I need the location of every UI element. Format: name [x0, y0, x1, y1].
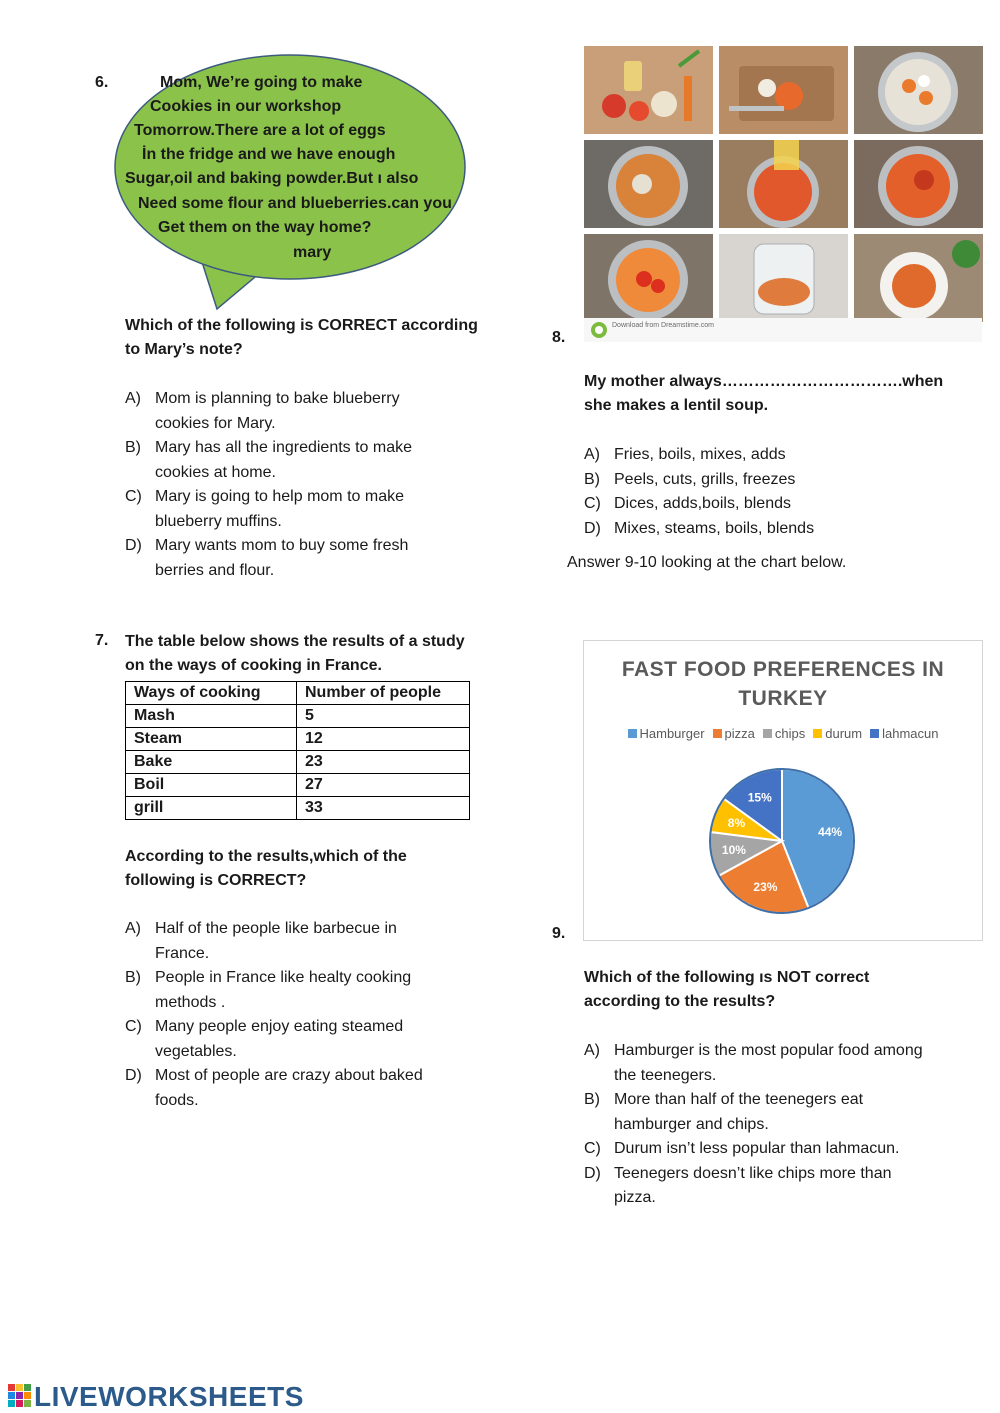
option-7c[interactable]: [125, 1015, 455, 1064]
table-row: [126, 705, 470, 728]
option-letter: B): [584, 1091, 600, 1108]
legend-label: chips: [774, 726, 806, 741]
legend-swatch: [628, 729, 637, 738]
pie-label-hamburger: 44%: [818, 824, 843, 839]
pie-chart: [694, 761, 874, 926]
option-9c[interactable]: [584, 1137, 929, 1162]
option-6c[interactable]: [125, 485, 455, 534]
footer-logo-text: LIVEWORKSHEETS: [34, 1381, 304, 1412]
option-text: Half of the people like barbecue in France.: [155, 920, 397, 962]
table-cell: Steam: [126, 728, 297, 751]
photo-pot-vegetables: [854, 46, 983, 134]
footer-logo[interactable]: [8, 1381, 304, 1413]
pie-label-pizza: 23%: [753, 880, 778, 895]
option-text: More than half of the teenegers eat hamburger and chips.: [614, 1091, 864, 1133]
option-6b[interactable]: [125, 436, 455, 485]
option-letter: B): [125, 439, 141, 456]
option-text: Peels, cuts, grills, freezes: [614, 470, 796, 488]
option-text: Mary is going to help mom to make blueberry muffins.: [155, 488, 404, 530]
option-9b[interactable]: [584, 1088, 929, 1137]
liveworksheets-blocks-icon: [8, 1384, 32, 1410]
legend-swatch: [763, 729, 772, 738]
legend-swatch: [813, 729, 822, 738]
option-text: Mom is planning to bake blueberry cookies for Mary.: [155, 390, 400, 432]
bubble-line-2: Cookies in our workshop: [150, 98, 342, 115]
option-letter: A): [584, 446, 600, 463]
legend-item-chips: [763, 726, 805, 741]
option-letter: A): [584, 1042, 600, 1059]
question-7-number: 7.: [95, 632, 109, 649]
chart-title: FAST FOOD PREFERENCES IN TURKEY: [621, 658, 945, 710]
option-letter: D): [125, 1067, 142, 1084]
lentil-soup-photo-grid: [584, 46, 983, 322]
photo-tomatoes-added: [584, 234, 713, 322]
photo-adding-water: [719, 140, 848, 228]
option-letter: C): [584, 1140, 601, 1157]
bubble-line-1: Mom, We’re going to make: [160, 74, 363, 91]
option-7a[interactable]: [125, 917, 455, 966]
legend-label: durum: [825, 726, 863, 741]
table-cell: 23: [297, 751, 470, 774]
table-row: [126, 728, 470, 751]
pie-label-durum: 8%: [727, 815, 746, 830]
legend-label: Hamburger: [639, 726, 705, 741]
option-8a[interactable]: [584, 443, 944, 468]
chart-legend: [584, 726, 982, 741]
option-letter: D): [125, 537, 142, 554]
photo-blender: [719, 234, 848, 322]
option-9d[interactable]: [584, 1162, 929, 1211]
option-letter: B): [125, 969, 141, 986]
question-6-options: [125, 387, 455, 583]
table-header: Ways of cooking: [126, 682, 297, 705]
question-7-options: [125, 917, 455, 1113]
cooking-study-table: [125, 681, 470, 820]
question-8-text: My mother always…………………………….when she makes a lentil soup.: [584, 373, 944, 414]
bubble-line-5: Sugar,oil and baking powder.But ı also: [125, 170, 419, 187]
table-row: [126, 751, 470, 774]
stock-watermark-bar: [584, 318, 982, 342]
table-row: [126, 797, 470, 820]
fast-food-chart: [583, 640, 983, 941]
option-letter: C): [584, 495, 601, 512]
legend-item-hamburger: [628, 726, 705, 741]
bubble-signature: mary: [293, 244, 332, 261]
question-7-intro: The table below shows the results of a study on the ways of cooking in France.: [125, 633, 465, 674]
option-text: Mixes, steams, boils, blends: [614, 519, 815, 537]
dreamstime-logo-icon: [590, 321, 608, 339]
bubble-line-3: Tomorrow.There are a lot of eggs: [134, 122, 386, 139]
photo-tomato-paste: [854, 140, 983, 228]
option-text: People in France like healty cooking methods .: [155, 969, 412, 1011]
question-9-number: 9.: [552, 925, 566, 942]
option-8c[interactable]: [584, 492, 944, 517]
option-letter: D): [584, 519, 601, 537]
option-text: Dices, adds,boils, blends: [614, 495, 791, 512]
legend-label: pizza: [724, 726, 755, 741]
option-text: Most of people are crazy about baked foods.: [155, 1067, 423, 1109]
table-row: [126, 774, 470, 797]
option-text: Mary wants mom to buy some fresh berries and flour.: [155, 537, 409, 579]
option-letter: B): [584, 470, 600, 488]
table-cell: 12: [297, 728, 470, 751]
option-6a[interactable]: [125, 387, 455, 436]
pie-label-chips: 10%: [721, 843, 746, 858]
question-9-options: [584, 1039, 929, 1211]
option-9a[interactable]: [584, 1039, 929, 1088]
photo-pot-lentils: [584, 140, 713, 228]
pie-label-lahmacun: 15%: [747, 790, 772, 805]
question-7-text: According to the results,which of the following is CORRECT?: [125, 848, 407, 889]
table-cell: grill: [126, 797, 297, 820]
option-letter: A): [125, 920, 141, 937]
legend-swatch: [713, 729, 722, 738]
option-6d[interactable]: [125, 534, 455, 583]
option-text: Fries, boils, mixes, adds: [614, 446, 786, 463]
legend-label: lahmacun: [882, 726, 939, 741]
bubble-line-4: İn the fridge and we have enough: [142, 146, 396, 163]
table-cell: 33: [297, 797, 470, 820]
table-cell: Bake: [126, 751, 297, 774]
legend-item-pizza: [713, 726, 755, 741]
table-cell: 27: [297, 774, 470, 797]
option-text: Durum isn’t less popular than lahmacun.: [614, 1140, 900, 1157]
legend-swatch: [870, 729, 879, 738]
question-8-options: [584, 443, 944, 541]
table-cell: 5: [297, 705, 470, 728]
legend-item-durum: [813, 726, 862, 741]
option-letter: A): [125, 390, 141, 407]
option-7d[interactable]: [125, 1064, 455, 1113]
legend-item-lahmacun: [870, 726, 938, 741]
option-8d[interactable]: [584, 517, 944, 542]
question-6-number: 6.: [95, 74, 109, 91]
table-header: Number of people: [297, 682, 470, 705]
option-text: Many people enjoy eating steamed vegetables.: [155, 1018, 404, 1060]
question-8-number: 8.: [552, 329, 566, 346]
chart-instruction: Answer 9-10 looking at the chart below.: [567, 554, 847, 571]
option-text: Hamburger is the most popular food among the teenegers.: [614, 1042, 923, 1084]
table-cell: Mash: [126, 705, 297, 728]
photo-chopping: [719, 46, 848, 134]
question-9-text: Which of the following ıs NOT correct according to the results?: [584, 969, 870, 1010]
option-letter: C): [125, 488, 142, 505]
question-6-text: Which of the following is CORRECT according to Mary’s note?: [125, 317, 478, 358]
option-text: Teenegers doesn’t like chips more than pizza.: [614, 1164, 892, 1206]
option-7b[interactable]: [125, 966, 455, 1015]
option-letter: C): [125, 1018, 142, 1035]
bubble-line-7: Get them on the way home?: [158, 219, 372, 236]
option-8b[interactable]: [584, 468, 944, 493]
bubble-line-6: Need some flour and blueberries.can you: [138, 195, 452, 212]
photo-ingredients: [584, 46, 713, 134]
photo-soup-bowl: [854, 234, 983, 322]
stock-caption: Download from Dreamstime.com: [612, 322, 714, 329]
table-header-row: [126, 682, 470, 705]
option-text: Mary has all the ingredients to make cookies at home.: [155, 439, 413, 481]
option-letter: D): [584, 1164, 601, 1182]
table-cell: Boil: [126, 774, 297, 797]
